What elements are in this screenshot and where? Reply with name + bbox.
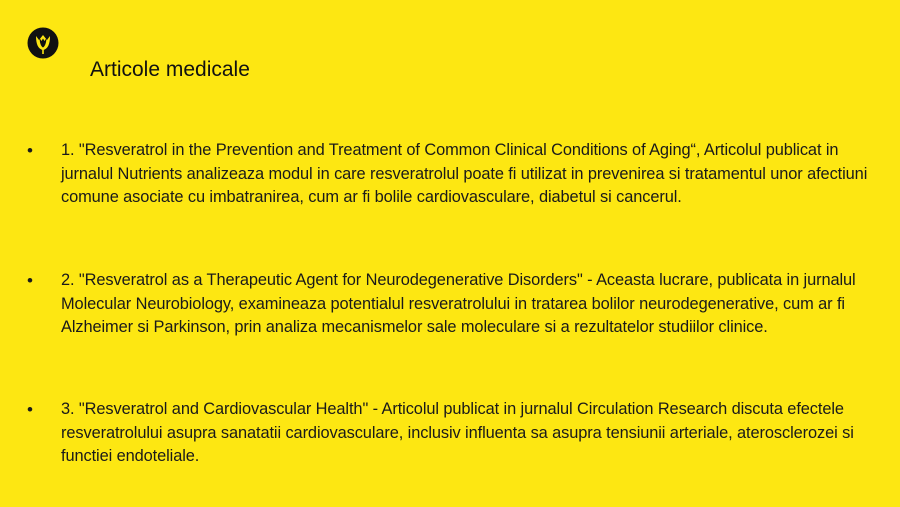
article-text: 2. "Resveratrol as a Therapeutic Agent for Neurodegenerative Disorders" - Aceasta lucrare, publicata in jurnalul Molecular Neurobiology, examineaza potentialul resveratrolului in tratarea bolilor neurodegenerative, cum ar fi Alzheimer si Parkinson, prin analiza mecanismelor sale moleculare si a rezultatelor studiilor clinice. <box>61 271 856 336</box>
slide-title: Articole medicale <box>90 58 250 81</box>
bullet-icon: • <box>27 141 33 160</box>
bullet-icon: • <box>27 271 33 290</box>
bullet-icon: • <box>27 400 33 419</box>
article-text: 3. "Resveratrol and Cardiovascular Health" - Articolul publicat in jurnalul Circulation Research discuta efectele resveratrolului asupra sanatatii cardiovasculare, inclusiv influenta sa asupra tensiunii arteriale, aterosclerozei si functiei endoteliale. <box>61 400 854 465</box>
tulip-emblem-icon <box>27 27 59 59</box>
article-text: 1. "Resveratrol in the Prevention and Treatment of Common Clinical Conditions of Aging“, Articolul publicat in jurnalul Nutrients analizeaza modul in care resveratrolul poate fi utilizat in prevenirea si tratamentul unor afectiuni comune asociate cu imbatranirea, cum ar fi bolile cardiovasculare, diabetul si cancerul. <box>61 141 868 206</box>
